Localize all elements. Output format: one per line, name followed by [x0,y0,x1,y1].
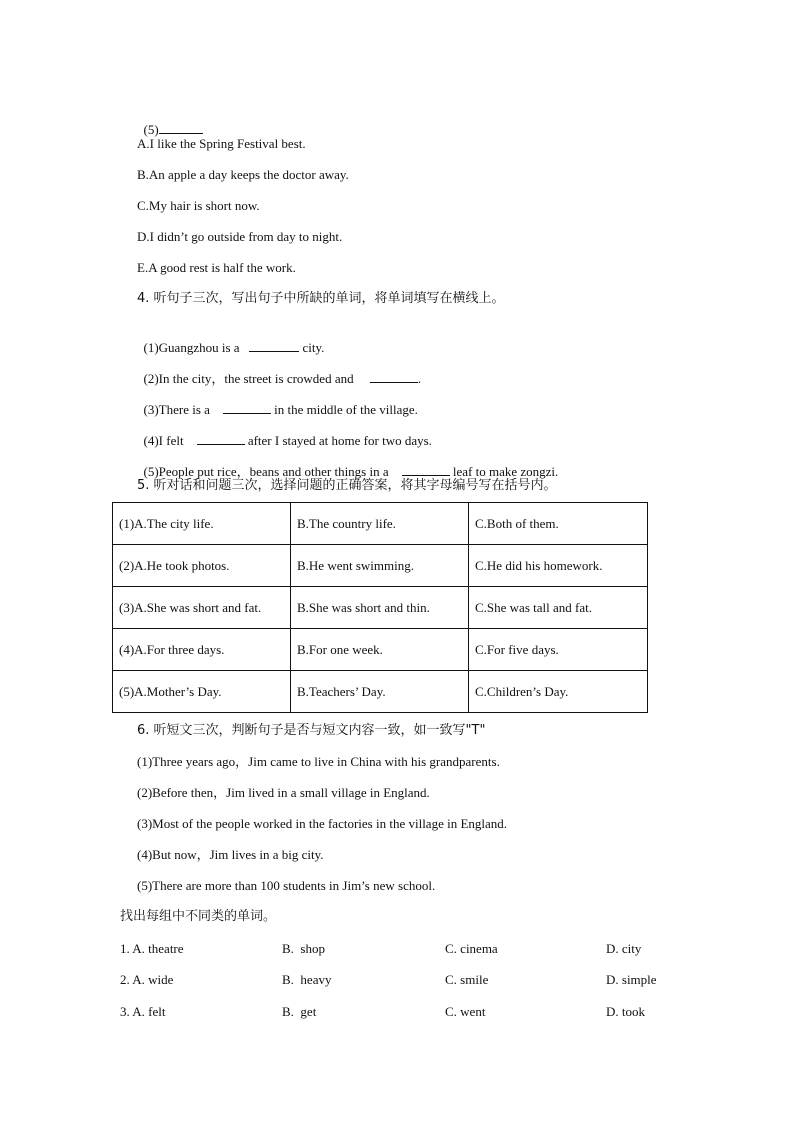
fill-item-after: in the middle of the village. [270,402,418,417]
word-option: C. smile [445,972,489,987]
fill-item [137,416,432,449]
word-option: 1. A. theatre [120,941,184,956]
table-row [113,629,648,671]
section-odd-one-out-heading: 找出每组中不同类的单词。 [120,909,277,924]
word-option: D. simple [606,972,657,987]
fill-item-before: (3)There is a [143,402,210,417]
fill-item-before: (4)I felt [143,433,184,448]
option-c: C.My hair is short now. [137,198,260,213]
choice-table [112,502,648,713]
word-option: C. went [445,1004,486,1019]
table-row [113,587,648,629]
table-cell: B.The country life. [291,503,469,545]
word-option: D. took [606,1004,645,1019]
word-option: B. shop [282,941,325,956]
option-b: B.An apple a day keeps the doctor away. [137,167,349,182]
option-d: D.I didn’t go outside from day to night. [137,229,343,244]
table-cell: (4)A.For three days. [113,629,291,671]
section-4-heading: 4. 听句子三次，写出句子中所缺的单词，将单词填写在横线上。 [137,291,505,306]
judge-item: (4)But now，Jim lives in a big city. [137,847,324,862]
judge-item: (1)Three years ago，Jim came to live in China with his grandparents. [137,754,500,769]
fill-item-before: (2)In the city，the street is crowded and [143,371,354,386]
table-cell: (1)A.The city life. [113,503,291,545]
word-option: B. heavy [282,972,332,987]
fill-item-after: city. [299,340,325,355]
fill-item-before: (5)People put rice，beans and other things in a [143,464,389,479]
fill-item [137,447,558,480]
word-option: 3. A. felt [120,1004,166,1019]
table-cell: B.She was short and thin. [291,587,469,629]
fill-item [137,323,324,356]
table-cell: B.He went swimming. [291,545,469,587]
word-option: 2. A. wide [120,972,174,987]
judge-item: (2)Before then，Jim lived in a small village in England. [137,785,430,800]
word-option: D. city [606,941,642,956]
table-cell: C.For five days. [469,629,648,671]
table-row [113,545,648,587]
question-number: (5) [143,122,159,137]
fill-item-after: . [417,371,422,386]
fill-item-after: after I stayed at home for two days. [244,433,432,448]
option-a: A.I like the Spring Festival best. [137,136,306,151]
table-cell: C.Children’s Day. [469,671,648,713]
fill-item-before: (1)Guangzhou is a [143,340,240,355]
table-cell: B.For one week. [291,629,469,671]
answer-blank[interactable] [197,432,245,445]
answer-blank[interactable] [249,339,299,352]
judge-item: (5)There are more than 100 students in Jim’s new school. [137,878,436,893]
table-cell: B.Teachers’ Day. [291,671,469,713]
section-5-heading: 5. 听对话和问题三次，选择问题的正确答案，将其字母编号写在括号内。 [137,478,557,493]
table-cell: (2)A.He took photos. [113,545,291,587]
fill-item [137,354,421,387]
option-e: E.A good rest is half the work. [137,260,296,275]
question-5-label [137,105,203,138]
answer-blank[interactable] [402,463,450,476]
table-cell: C.He did his homework. [469,545,648,587]
word-option: C. cinema [445,941,498,956]
fill-item-after: leaf to make zongzi. [449,464,559,479]
word-option: B. get [282,1004,317,1019]
answer-blank[interactable] [370,370,418,383]
table-row [113,503,648,545]
table-cell: C.She was tall and fat. [469,587,648,629]
table-cell: (5)A.Mother’s Day. [113,671,291,713]
judge-item: (3)Most of the people worked in the factories in the village in England. [137,816,508,831]
answer-blank[interactable] [159,121,203,134]
table-row [113,671,648,713]
fill-item [137,385,418,418]
table-cell: C.Both of them. [469,503,648,545]
section-6-heading: 6. 听短文三次，判断句子是否与短文内容一致，如一致写"T" [137,723,486,738]
table-cell: (3)A.She was short and fat. [113,587,291,629]
answer-blank[interactable] [223,401,271,414]
